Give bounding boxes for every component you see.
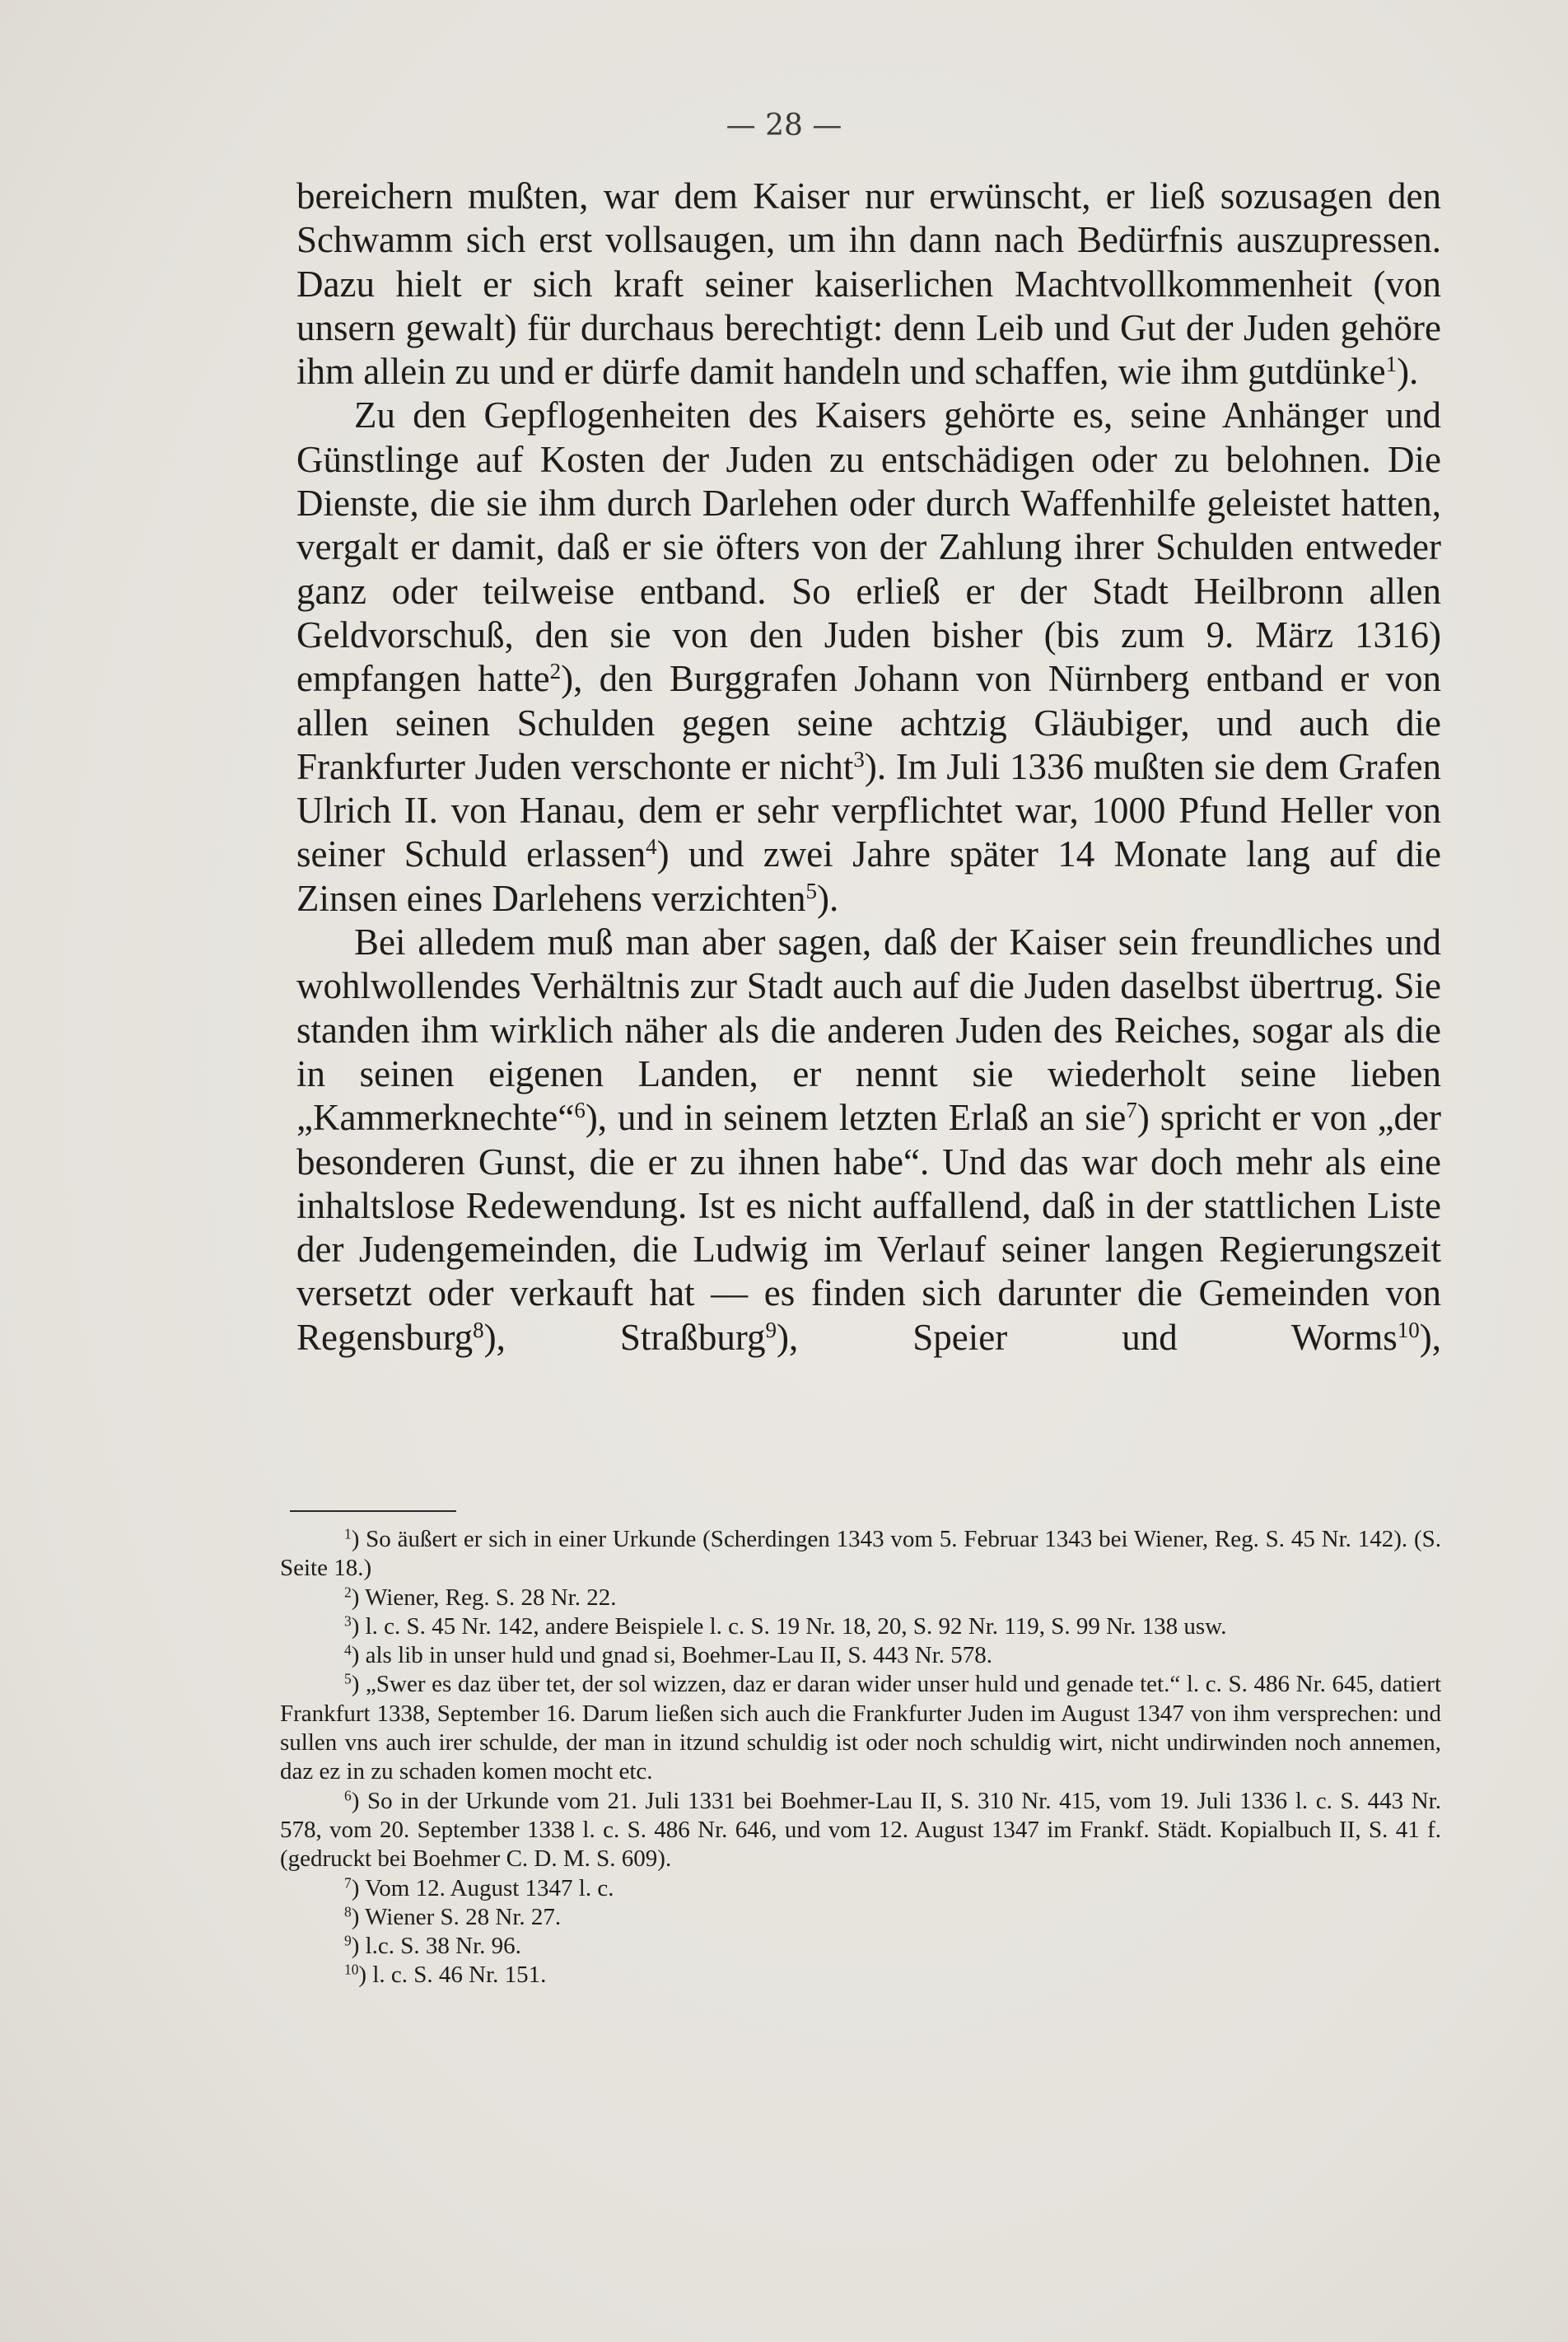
footnote: $^6$) So in der Urkunde vom 21. Juli 1331 bei Boehmer-Lau II, S. 310 Nr. 415, vom 19. Juli 1336 l. c. S. 443 Nr. 578, vom 20. September 1338 l. c. S. 486 Nr. 646, und vom 12. August 1347 im Frankf. Städt. Kopialbuch II, S. 41 f. (gedruckt bei Boehmer C. D. M. S. 609). [280,1787,1441,1873]
footnote-text: So äußert er sich in einer Urkunde (Scherdingen 1343 vom 5. Februar 1343 bei Wiener, Reg. S. 45 Nr. 142). (S. Seite 18.) [280,1526,1441,1582]
text-run: ), [1419,1316,1441,1358]
footnote-text: Wiener S. 28 Nr. 27. [365,1903,562,1930]
footnote-ref: 10 [1397,1317,1420,1342]
footnote-mark: 5 [344,1670,352,1687]
text-run: ). [817,877,839,919]
text-run: Bei alledem muß man aber sagen, daß der Kaiser sein freundliches und wohlwollendes Verhältnis zur Stadt auch auf die Juden daselbst übertrug. Sie standen ihm wirklich näher als die anderen Juden des Reiches, sogar als die in seinen eigenen Landen, er nennt sie wiederholt seine lieben „Kammerknechte“ [296,921,1441,1139]
footnote-text: l. c. S. 46 Nr. 151. [372,1962,547,1989]
footnote-mark: 8 [344,1903,352,1920]
footnote: $^1$) So äußert er sich in einer Urkunde (Scherdingen 1343 vom 5. Februar 1343 bei Wiener, Reg. S. 45 Nr. 142). (S. Seite 18.) [280,1525,1441,1582]
footnote: $^2$) Wiener, Reg. S. 28 Nr. 22. [344,1584,617,1611]
footnote-text: als lib in unser huld und gnad si, Boehmer-Lau II, S. 443 Nr. 578. [365,1642,993,1669]
text-run: ) spricht er von „der besonderen Gunst, die er zu ihnen habe“. Und das war doch mehr als eine inhaltslose Redewendung. Ist es nicht auffallend, daß in der stattlichen Liste der Judengemeinden, die Ludwig im Verlauf seiner langen Regierungszeit versetzt oder verkauft hat — es finden sich darunter die Gemeinden von Regensburg [296,1097,1441,1358]
footnote: $^5$) „Swer es daz über tet, der sol wizzen, daz er daran wider unser huld und genade tet.“ l. c. S. 486 Nr. 645, datiert Frankfurt 1338, September 16. Darum ließen sich auch die Frankfurter Juden im August 1347 von ihm versprechen: und sullen vns auch irer schulde, der man in itzund schuldig ist oder noch schuldig wirt, nicht undirwinden noch annemen, daz ez in zu schaden komen mocht etc. [280,1670,1441,1785]
text-run: ). Im Juli 1336 mußten sie dem Grafen Ulrich II. von Hanau, dem er sehr verpflichtet war, 1000 Pfund Heller von seiner Schuld erlassen [296,745,1441,875]
footnote-mark: 4 [344,1641,352,1659]
text-run: ), Speier und Worms [777,1316,1398,1358]
footnote-mark: 3 [344,1612,352,1630]
footnote-text: „Swer es daz über tet, der sol wizzen, daz er daran wider unser huld und genade tet.“ l. c. S. 486 Nr. 645, datiert Frankfurt 1338, September 16. Darum ließen sich auch die Frankfurter Juden im August 1347 von ihm versprechen: und sullen vns auch irer schulde, der man in itzund schuldig ist oder noch schuldig wirt, nicht undirwinden noch annemen, daz ez in zu schaden komen mocht etc. [280,1671,1441,1785]
footnote-ref: 9 [765,1317,777,1342]
body-paragraph [296,394,1441,921]
text-run: ), den Burggrafen Johann von Nürnberg entband er von allen seinen Schulden gegen seine achtzig Gläubiger, und auch die Frankfurter Juden verschonte er nicht [296,658,1442,787]
footnote-text: So in der Urkunde vom 21. Juli 1331 bei Boehmer-Lau II, S. 310 Nr. 415, vom 19. Juli 1336 l. c. S. 443 Nr. 578, vom 20. September 1338 l. c. S. 486 Nr. 646, und vom 12. August 1347 im Frankf. Städt. Kopialbuch II, S. 41 f. (gedruckt bei Boehmer C. D. M. S. 609). [280,1787,1441,1873]
footnote-mark: 1 [344,1525,352,1542]
footnote: $^9$) l.c. S. 38 Nr. 96. [344,1932,521,1960]
footnote-ref: 3 [853,747,865,772]
footnote-mark: 10 [344,1961,359,1978]
footnote-ref: 5 [805,878,817,903]
footnote-ref: 8 [473,1317,484,1342]
footnote-text: l. c. S. 45 Nr. 142, andere Beispiele l. c. S. 19 Nr. 18, 20, S. 92 Nr. 119, S. 99 Nr. 138 usw. [365,1612,1227,1640]
page-number: — 28 — [726,109,842,142]
footnote-text: Vom 12. August 1347 l. c. [365,1874,614,1901]
footnote: $^4$) als lib in unser huld und gnad si, Boehmer-Lau II, S. 443 Nr. 578. [344,1641,993,1669]
text-run: ), Straßburg [483,1316,766,1358]
footnote-text: Wiener, Reg. S. 28 Nr. 22. [365,1584,617,1611]
text-run: ). [1397,351,1419,393]
text-run: Zu den Gepflogenheiten des Kaisers gehörte es, seine Anhänger und Günstlinge auf Kosten der Juden zu entschädigen oder zu belohnen. Die Dienste, die sie ihm durch Darlehen oder durch Waffenhilfe geleistet hatten, vergalt er damit, daß er sie öfters von der Zahlung ihrer Schulden entweder ganz oder teilweise entband. So erließ er der Stadt Heilbronn allen Geldvorschuß, den sie von den Juden bisher (bis zum 9. März 1316) empfangen hatte [296,394,1441,700]
footnote: $^3$) l. c. S. 45 Nr. 142, andere Beispiele l. c. S. 19 Nr. 18, 20, S. 92 Nr. 119, S. 99 Nr. 138 usw. [344,1612,1227,1640]
footnote-mark: 2 [344,1584,352,1601]
footnote-ref: 7 [1126,1098,1137,1123]
footnotes [280,1525,1441,1990]
body-paragraph [296,921,1441,1360]
footnote-mark: 6 [344,1787,352,1804]
body-text [296,175,1441,1360]
footnote-ref: 4 [646,834,657,860]
text-run: ), und in seinem letzten Erlaß an sie [585,1097,1127,1139]
footnote: $^8$) Wiener S. 28 Nr. 27. [344,1903,562,1930]
footnote: $^7$) Vom 12. August 1347 l. c. [344,1874,614,1901]
footnote-ref: 2 [549,659,562,684]
footnote-mark: 9 [344,1932,352,1949]
footnote: $^{10}$) l. c. S. 46 Nr. 151. [344,1961,547,1989]
body-paragraph [296,175,1441,394]
footnote-ref: 1 [1385,352,1398,377]
footnote-mark: 7 [344,1874,352,1891]
footnote-separator [290,1510,456,1512]
text-run: ) und zwei Jahre später 14 Monate lang auf die Zinsen eines Darlehens verzichten [296,833,1441,919]
footnote-ref: 6 [574,1098,586,1123]
footnote-text: l.c. S. 38 Nr. 96. [365,1933,521,1960]
text-run: bereichern mußten, war dem Kaiser nur erwünscht, er ließ sozusagen den Schwamm sich erst vollsaugen, um ihn dann nach Bedürfnis auszupressen. Dazu hielt er sich kraft seiner kaiserlichen Machtvollkommenheit (von unsern gewalt) für durchaus berechtigt: denn Leib und Gut der Juden gehöre ihm allein zu und er dürfe damit handeln und schaffen, wie ihm gutdünke [296,175,1441,393]
